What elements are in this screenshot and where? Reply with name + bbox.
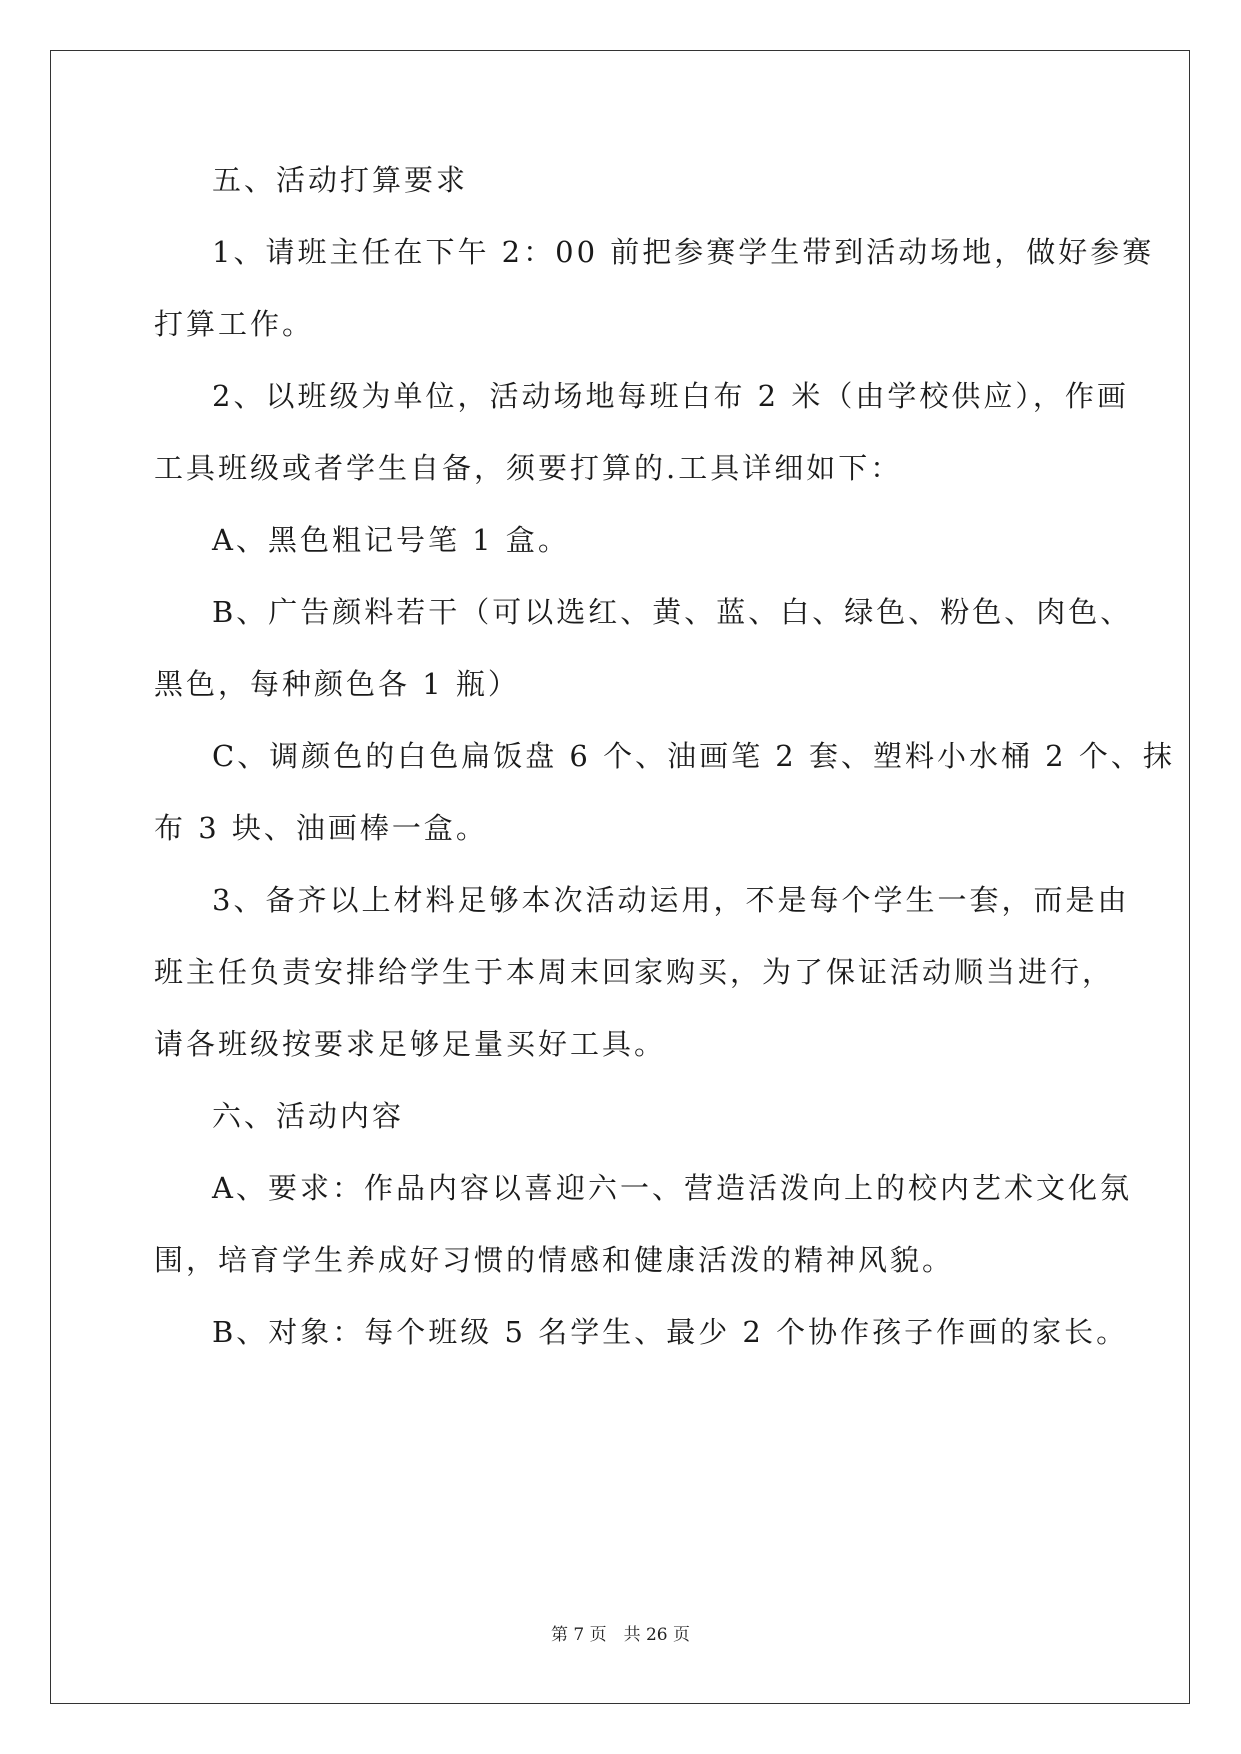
paragraph-line: 围，培育学生养成好习惯的情感和健康活泼的精神风貌。 [154, 1243, 955, 1277]
section-heading-5: 五、活动打算要求 [212, 163, 469, 197]
paragraph-line: A、黑色粗记号笔 1 盒。 [212, 523, 570, 557]
paragraph-line: 工具班级或者学生自备，须要打算的.工具详细如下： [154, 451, 903, 485]
paragraph-line: 班主任负责安排给学生于本周末回家购买，为了保证活动顺当进行， [154, 955, 1115, 989]
paragraph-line: 3、备齐以上材料足够本次活动运用，不是每个学生一套，而是由 [212, 883, 1130, 917]
page-number-footer: 第 7 页 共 26 页 [550, 1625, 691, 1645]
section-heading-6: 六、活动内容 [212, 1099, 405, 1133]
paragraph-line: 2、以班级为单位，活动场地每班白布 2 米（由学校供应），作画 [212, 379, 1129, 413]
paragraph-line: C、调颜色的白色扁饭盘 6 个、油画笔 2 套、塑料小水桶 2 个、抹 [212, 739, 1175, 773]
paragraph-line: 打算工作。 [154, 307, 315, 341]
paragraph-line: 请各班级按要求足够足量买好工具。 [154, 1027, 667, 1061]
paragraph-line: B、对象：每个班级 5 名学生、最少 2 个协作孩子作画的家长。 [212, 1315, 1129, 1349]
page-border [50, 50, 1190, 1704]
paragraph-line: B、广告颜料若干（可以选红、黄、蓝、白、绿色、粉色、肉色、 [212, 595, 1133, 629]
paragraph-line: A、要求：作品内容以喜迎六一、营造活泼向上的校内艺术文化氛 [212, 1171, 1132, 1205]
paragraph-line: 布 3 块、油画棒一盒。 [154, 811, 488, 845]
paragraph-line: 1、请班主任在下午 2：00 前把参赛学生带到活动场地，做好参赛 [212, 235, 1155, 269]
paragraph-line: 黑色，每种颜色各 1 瓶） [154, 667, 520, 701]
